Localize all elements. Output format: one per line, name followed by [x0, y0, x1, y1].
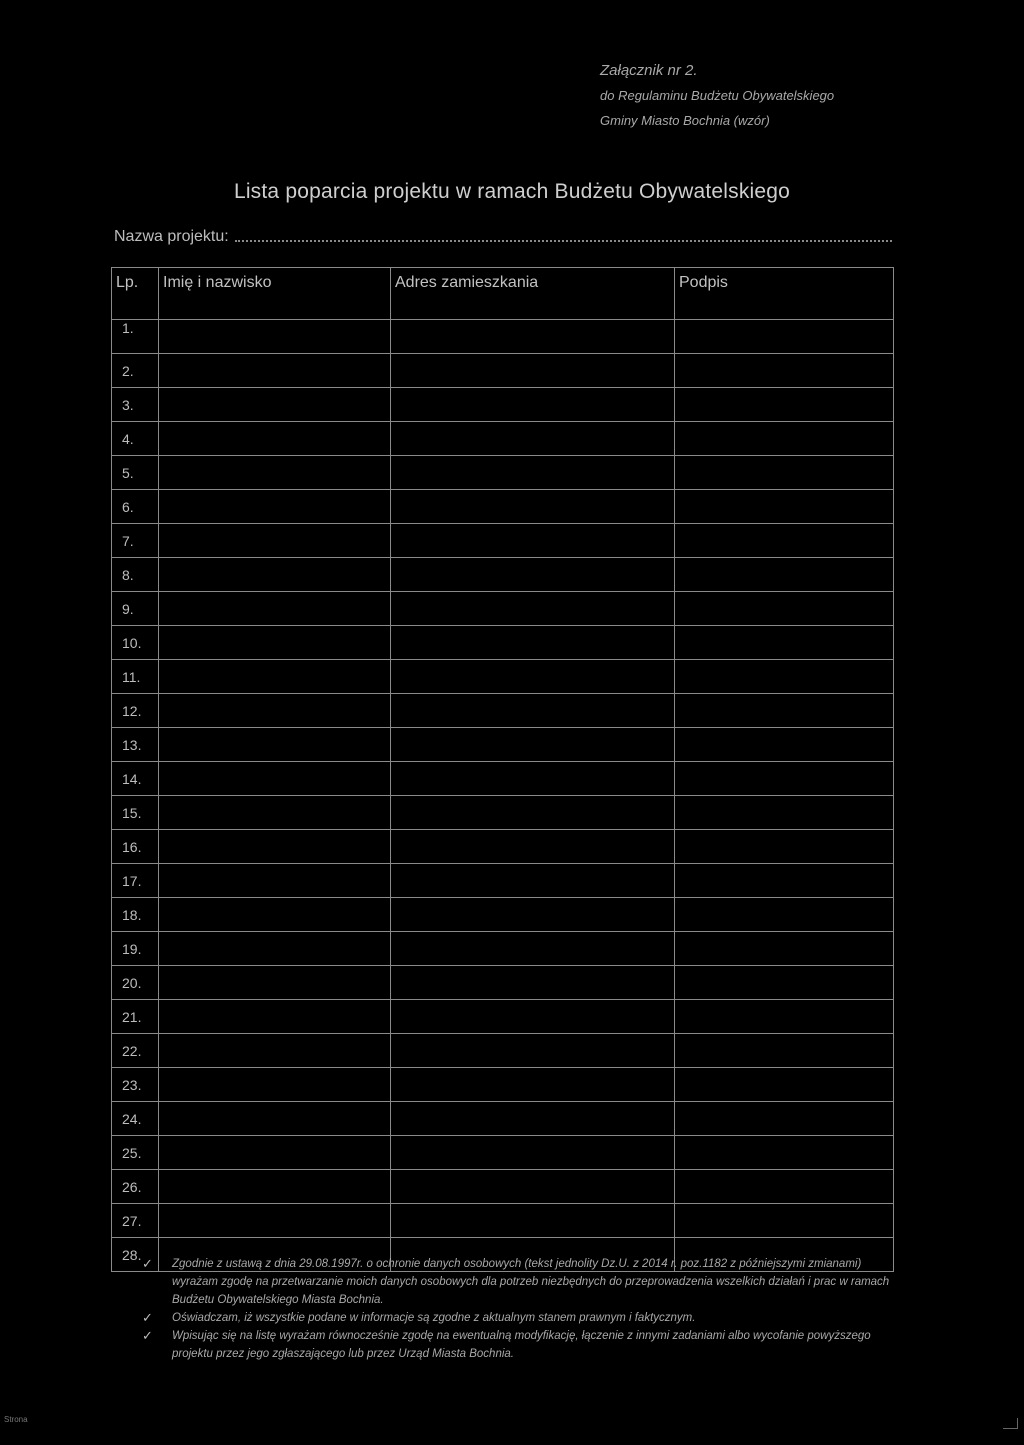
support-list-table: [111, 267, 894, 1272]
table-header-row: [112, 268, 894, 320]
row-number: 26.: [112, 1170, 159, 1204]
name-cell[interactable]: [159, 762, 391, 796]
attachment-regulation: do Regulaminu Budżetu Obywatelskiego: [600, 88, 835, 103]
name-cell[interactable]: [159, 864, 391, 898]
table-row: [112, 354, 894, 388]
signature-cell[interactable]: [675, 898, 894, 932]
signature-cell[interactable]: [675, 932, 894, 966]
row-number: 10.: [112, 626, 159, 660]
name-cell[interactable]: [159, 932, 391, 966]
row-number: 19.: [112, 932, 159, 966]
table-row: [112, 1136, 894, 1170]
address-cell[interactable]: [391, 660, 675, 694]
signature-cell[interactable]: [675, 626, 894, 660]
table-row: [112, 1204, 894, 1238]
signature-cell[interactable]: [675, 354, 894, 388]
table-row: [112, 1102, 894, 1136]
consent-notes: [142, 1255, 902, 1363]
address-cell[interactable]: [391, 1102, 675, 1136]
address-cell[interactable]: [391, 524, 675, 558]
signature-cell[interactable]: [675, 762, 894, 796]
address-cell[interactable]: [391, 1000, 675, 1034]
name-cell[interactable]: [159, 388, 391, 422]
row-number: 8.: [112, 558, 159, 592]
table-row: [112, 898, 894, 932]
signature-cell[interactable]: [675, 1170, 894, 1204]
table-row: [112, 728, 894, 762]
header-lp: Lp.: [112, 268, 159, 320]
name-cell[interactable]: [159, 660, 391, 694]
row-number: 22.: [112, 1034, 159, 1068]
row-number: 1.: [112, 320, 159, 354]
row-number: 14.: [112, 762, 159, 796]
name-cell[interactable]: [159, 1136, 391, 1170]
table-row: [112, 932, 894, 966]
table-row: [112, 1170, 894, 1204]
project-name-label: Nazwa projektu:: [114, 228, 229, 245]
footer-page-mark: Strona: [4, 1415, 28, 1424]
note-declaration: [142, 1309, 902, 1327]
address-cell[interactable]: [391, 1204, 675, 1238]
note-modification-consent: [142, 1327, 902, 1363]
signature-cell[interactable]: [675, 388, 894, 422]
attachment-header: [600, 58, 834, 133]
row-number: 27.: [112, 1204, 159, 1238]
signature-cell[interactable]: [675, 1034, 894, 1068]
signature-cell[interactable]: [675, 796, 894, 830]
table-body: [112, 320, 894, 1272]
project-name-field: [114, 228, 892, 246]
address-cell[interactable]: [391, 1034, 675, 1068]
page-title: Lista poparcia projektu w ramach Budżetu Obywatelskiego: [233, 180, 791, 203]
table-row: [112, 660, 894, 694]
name-cell[interactable]: [159, 456, 391, 490]
address-cell[interactable]: [391, 694, 675, 728]
table-row: [112, 830, 894, 864]
name-cell[interactable]: [159, 1204, 391, 1238]
signature-cell[interactable]: [675, 1204, 894, 1238]
signature-cell[interactable]: [675, 694, 894, 728]
table-row: [112, 694, 894, 728]
signature-cell[interactable]: [675, 728, 894, 762]
signature-cell[interactable]: [675, 1102, 894, 1136]
row-number: 18.: [112, 898, 159, 932]
table-row: [112, 320, 894, 354]
name-cell[interactable]: [159, 1000, 391, 1034]
address-cell[interactable]: [391, 932, 675, 966]
address-cell[interactable]: [391, 898, 675, 932]
name-cell[interactable]: [159, 796, 391, 830]
note-text: Oświadczam, iż wszystkie podane w informacje są zgodne z aktualnym stanem prawnym i faktycznym.: [172, 1312, 696, 1324]
name-cell[interactable]: [159, 490, 391, 524]
address-cell[interactable]: [391, 728, 675, 762]
signature-cell[interactable]: [675, 524, 894, 558]
table-row: [112, 524, 894, 558]
note-text: Zgodnie z ustawą z dnia 29.08.1997r. o ochronie danych osobowych (tekst jednolity Dz.U. z 2014 r. poz.1182 z późniejszymi zmianami) wyrażam zgodę na przetwarzanie moich danych osobowych dla potrzeb niezbędnych do przeprowadzenia wszelkich działań i prac w ramach Budżetu Obywatelskiego Miasta Bochnia.: [172, 1258, 890, 1306]
address-cell[interactable]: [391, 490, 675, 524]
signature-cell[interactable]: [675, 1000, 894, 1034]
header-name: Imię i nazwisko: [159, 268, 391, 320]
address-cell[interactable]: [391, 864, 675, 898]
table-row: [112, 558, 894, 592]
name-cell[interactable]: [159, 592, 391, 626]
table-row: [112, 864, 894, 898]
project-name-dotted-line: [235, 230, 892, 242]
signature-cell[interactable]: [675, 660, 894, 694]
table-row: [112, 388, 894, 422]
signature-cell[interactable]: [675, 558, 894, 592]
row-number: 25.: [112, 1136, 159, 1170]
table-row: [112, 592, 894, 626]
signature-cell[interactable]: [675, 830, 894, 864]
name-cell[interactable]: [159, 558, 391, 592]
header-address: Adres zamieszkania: [391, 268, 675, 320]
row-number: 5.: [112, 456, 159, 490]
row-number: 9.: [112, 592, 159, 626]
row-number: 20.: [112, 966, 159, 1000]
address-cell[interactable]: [391, 1170, 675, 1204]
table-row: [112, 422, 894, 456]
name-cell[interactable]: [159, 1068, 391, 1102]
name-cell[interactable]: [159, 830, 391, 864]
name-cell[interactable]: [159, 898, 391, 932]
attachment-number: Załącznik nr 2.: [600, 62, 698, 79]
address-cell[interactable]: [391, 320, 675, 354]
table-row: [112, 966, 894, 1000]
name-cell[interactable]: [159, 694, 391, 728]
address-cell[interactable]: [391, 966, 675, 1000]
address-cell[interactable]: [391, 558, 675, 592]
header-signature: Podpis: [675, 268, 894, 320]
signature-cell[interactable]: [675, 456, 894, 490]
address-cell[interactable]: [391, 830, 675, 864]
name-cell[interactable]: [159, 626, 391, 660]
note-data-protection: [142, 1255, 902, 1309]
row-number: 2.: [112, 354, 159, 388]
signature-cell[interactable]: [675, 422, 894, 456]
address-cell[interactable]: [391, 354, 675, 388]
row-number: 11.: [112, 660, 159, 694]
row-number: 4.: [112, 422, 159, 456]
address-cell[interactable]: [391, 1068, 675, 1102]
address-cell[interactable]: [391, 1136, 675, 1170]
name-cell[interactable]: [159, 1102, 391, 1136]
row-number: 17.: [112, 864, 159, 898]
table-row: [112, 456, 894, 490]
row-number: 24.: [112, 1102, 159, 1136]
row-number: 15.: [112, 796, 159, 830]
address-cell[interactable]: [391, 796, 675, 830]
signature-cell[interactable]: [675, 592, 894, 626]
row-number: 23.: [112, 1068, 159, 1102]
table-row: [112, 762, 894, 796]
signature-cell[interactable]: [675, 1136, 894, 1170]
address-cell[interactable]: [391, 388, 675, 422]
row-number: 28.: [112, 1238, 159, 1272]
address-cell[interactable]: [391, 422, 675, 456]
name-cell[interactable]: [159, 422, 391, 456]
table-row: [112, 1034, 894, 1068]
row-number: 16.: [112, 830, 159, 864]
name-cell[interactable]: [159, 1170, 391, 1204]
name-cell[interactable]: [159, 524, 391, 558]
address-cell[interactable]: [391, 762, 675, 796]
table-row: [112, 1068, 894, 1102]
name-cell[interactable]: [159, 354, 391, 388]
row-number: 3.: [112, 388, 159, 422]
checkmark-icon: ✓: [142, 1310, 153, 1325]
signature-cell[interactable]: [675, 966, 894, 1000]
name-cell[interactable]: [159, 966, 391, 1000]
row-number: 21.: [112, 1000, 159, 1034]
row-number: 7.: [112, 524, 159, 558]
corner-mark: [1003, 1418, 1018, 1429]
name-cell[interactable]: [159, 728, 391, 762]
row-number: 13.: [112, 728, 159, 762]
name-cell[interactable]: [159, 320, 391, 354]
signature-cell[interactable]: [675, 490, 894, 524]
signature-cell[interactable]: [675, 1068, 894, 1102]
checkmark-icon: ✓: [142, 1256, 153, 1271]
table-row: [112, 626, 894, 660]
row-number: 6.: [112, 490, 159, 524]
signature-cell[interactable]: [675, 320, 894, 354]
address-cell[interactable]: [391, 456, 675, 490]
table-row: [112, 490, 894, 524]
row-number: 12.: [112, 694, 159, 728]
table-row: [112, 1000, 894, 1034]
table-row: [112, 796, 894, 830]
attachment-municipality: Gminy Miasto Bochnia (wzór): [600, 113, 770, 128]
note-text: Wpisując się na listę wyrażam równocześnie zgodę na ewentualną modyfikację, łączenie z innymi zadaniami albo wycofanie powyższego projektu przez jego zgłaszającego lub przez Urząd Miasta Bochnia.: [172, 1330, 871, 1360]
name-cell[interactable]: [159, 1034, 391, 1068]
checkmark-icon: ✓: [142, 1328, 153, 1343]
signature-cell[interactable]: [675, 864, 894, 898]
address-cell[interactable]: [391, 626, 675, 660]
address-cell[interactable]: [391, 592, 675, 626]
